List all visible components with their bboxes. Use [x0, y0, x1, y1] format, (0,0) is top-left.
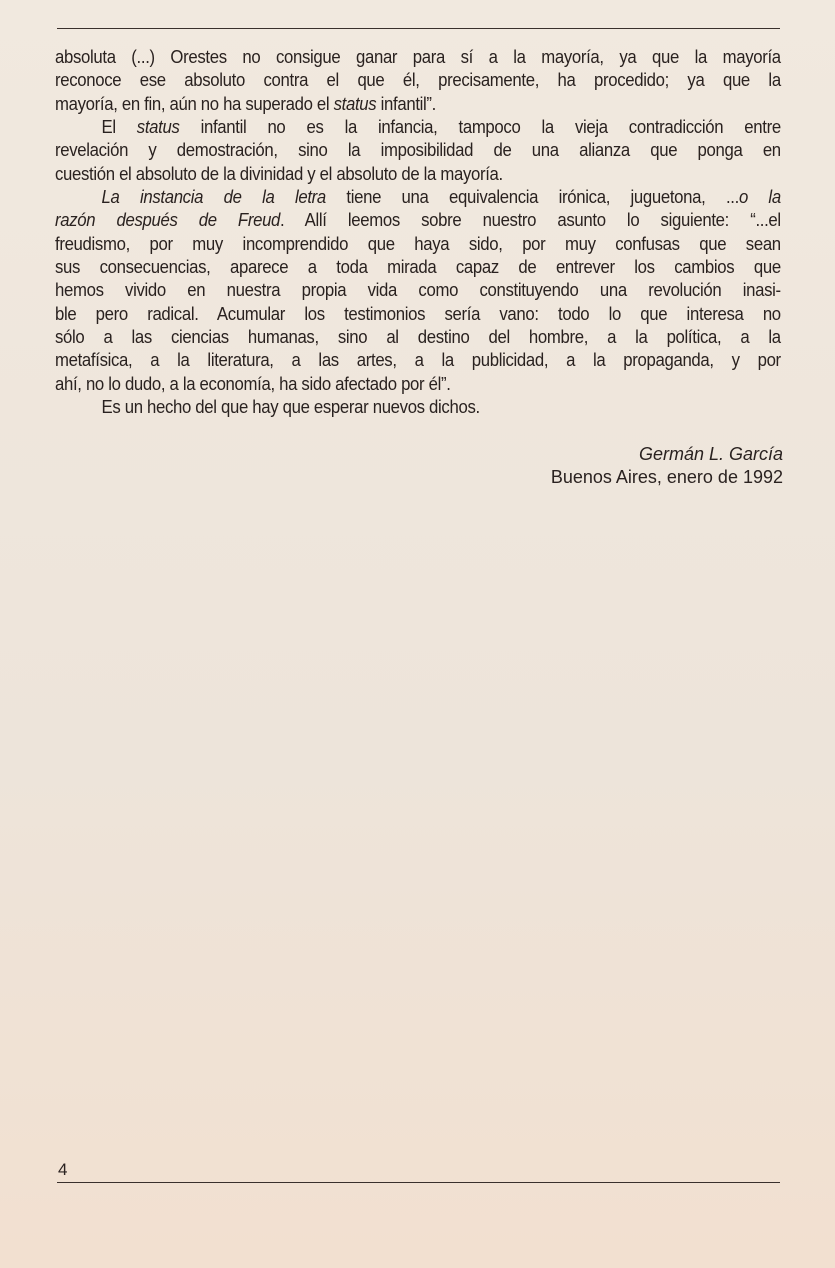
- text-segment: El: [101, 117, 137, 138]
- text-line: [55, 256, 781, 279]
- text-segment: reconoce ese absoluto contra el que él, precisamente, ha procedido; ya que la: [55, 70, 781, 91]
- italic-text: razón después de Freud: [55, 210, 281, 231]
- signature-author: Germán L. García: [638, 444, 783, 464]
- text-line: [55, 233, 781, 256]
- text-line: [55, 139, 781, 162]
- text-line: [55, 349, 781, 372]
- text-line: [55, 46, 781, 69]
- text-segment: infantil no es la infancia, tampoco la vieja contradicción entre: [179, 117, 781, 138]
- text-line: [55, 326, 781, 349]
- text-segment: infantil”.: [376, 93, 437, 114]
- text-segment: freudismo, por muy incomprendido que haya sido, por muy confusas que sean: [55, 233, 781, 254]
- text-segment: Es un hecho del que hay que esperar nuevos dichos.: [101, 397, 480, 418]
- text-segment: mayoría, en fin, aún no ha superado el: [55, 93, 334, 114]
- text-segment: sólo a las ciencias humanas, sino al destino del hombre, a la política, a la: [55, 327, 781, 348]
- text-line: [55, 186, 781, 209]
- text-segment: tiene una equivalencia irónica, juguetona, ...: [325, 187, 739, 208]
- italic-text: o la: [738, 187, 781, 208]
- text-line: [55, 279, 781, 302]
- italic-text: status: [333, 93, 377, 114]
- text-line: [55, 163, 781, 186]
- text-line: [55, 116, 781, 139]
- text-line: [55, 373, 781, 396]
- text-line: [55, 303, 781, 326]
- italic-text: La instancia de la letra: [101, 187, 326, 208]
- bottom-rule: [57, 1182, 780, 1183]
- text-segment: cuestión el absoluto de la divinidad y el absoluto de la mayoría.: [55, 163, 503, 184]
- text-segment: . Allí leemos sobre nuestro asunto lo siguiente: “...el: [280, 210, 781, 231]
- text-segment: metafísica, a la literatura, a las artes, a la publicidad, a la propaganda, y por: [55, 350, 781, 371]
- italic-text: status: [136, 117, 180, 138]
- text-segment: revelación y demostración, sino la imposibilidad de una alianza que ponga en: [55, 140, 781, 161]
- text-segment: absoluta (...) Orestes no consigue ganar para sí a la mayoría, ya que la mayoría: [55, 47, 781, 67]
- top-rule: [57, 28, 780, 29]
- page-number: 4: [58, 1160, 68, 1179]
- text-line: [55, 396, 781, 419]
- text-line: [55, 209, 781, 232]
- text-segment: ahí, no lo dudo, a la economía, ha sido afectado por él”.: [55, 373, 451, 394]
- text-segment: ble pero radical. Acumular los testimonios sería vano: todo lo que interesa no: [55, 303, 781, 324]
- text-segment: sus consecuencias, aparece a toda mirada capaz de entrever los cambios que: [55, 257, 781, 278]
- body-text: [55, 46, 781, 420]
- text-line: [55, 69, 781, 92]
- text-segment: hemos vivido en nuestra propia vida como constituyendo una revolución inasi-: [55, 280, 781, 301]
- signature-place-date: Buenos Aires, enero de 1992: [550, 467, 783, 487]
- text-line: [55, 93, 781, 116]
